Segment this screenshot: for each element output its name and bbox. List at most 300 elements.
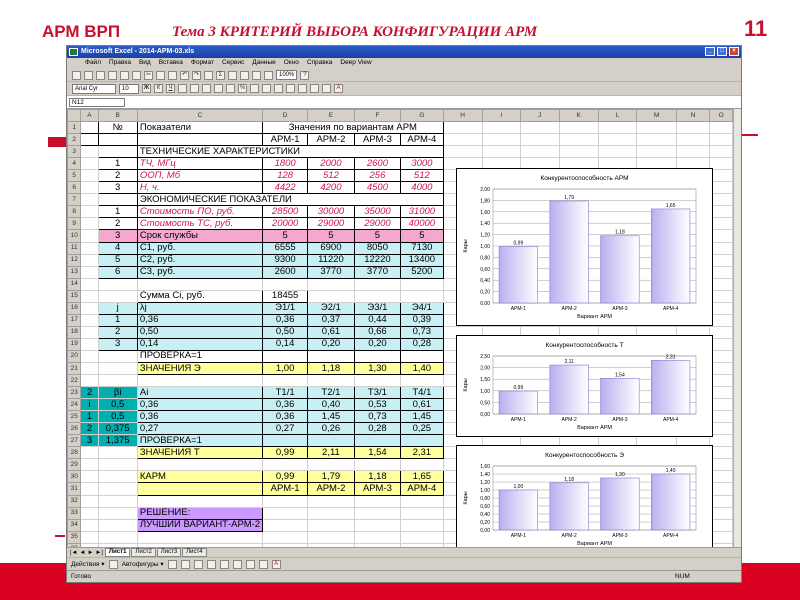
row-header[interactable]: 23: [68, 387, 81, 399]
cell-b-18[interactable]: 2: [98, 326, 137, 338]
cell-d-26[interactable]: 0,27: [263, 423, 308, 435]
cell-e-14[interactable]: [308, 278, 355, 290]
cell-a-32[interactable]: [81, 495, 98, 507]
cell-g-27[interactable]: [401, 435, 443, 447]
drawing-icon[interactable]: [264, 71, 273, 80]
row-header[interactable]: 32: [68, 495, 81, 507]
cell-c-34[interactable]: ЛУЧШИЙ ВАРИАНТ-АРМ-2: [137, 519, 262, 531]
empty-cell[interactable]: [710, 230, 733, 242]
row-header[interactable]: 10: [68, 230, 81, 242]
cell-c-10[interactable]: Срок службы: [137, 230, 262, 242]
cell-f-19[interactable]: 0,20: [354, 338, 401, 350]
maximize-icon[interactable]: □: [717, 47, 727, 56]
decrease-indent-icon[interactable]: [286, 84, 295, 93]
cell-b-11[interactable]: 4: [98, 242, 137, 254]
minimize-icon[interactable]: _: [705, 47, 715, 56]
cell-e-6[interactable]: 4200: [308, 182, 355, 194]
increase-indent-icon[interactable]: [298, 84, 307, 93]
paste-icon[interactable]: [168, 71, 177, 80]
autosum-icon[interactable]: Σ: [216, 71, 225, 80]
cell-d-9[interactable]: 20000: [263, 218, 308, 230]
cell-f-14[interactable]: [354, 278, 401, 290]
empty-cell[interactable]: [443, 134, 482, 146]
column-header[interactable]: E: [308, 110, 355, 122]
cell-f-9[interactable]: 29000: [354, 218, 401, 230]
menu-item[interactable]: Справка: [306, 59, 333, 66]
row-header[interactable]: 24: [68, 399, 81, 411]
cell-f-2[interactable]: АРМ-3: [354, 134, 401, 146]
cell-a-24[interactable]: i: [81, 399, 98, 411]
cell-e-35[interactable]: [308, 531, 355, 543]
line-icon[interactable]: [168, 560, 177, 569]
undo-icon[interactable]: ↶: [181, 71, 188, 78]
thousands-icon[interactable]: [250, 84, 259, 93]
cell-d-21[interactable]: 1,00: [263, 362, 308, 374]
cell-g-30[interactable]: 1,65: [401, 471, 443, 483]
select-all-corner[interactable]: [68, 110, 81, 122]
cell-f-33[interactable]: [354, 507, 401, 519]
save-icon[interactable]: [96, 71, 105, 80]
row-header[interactable]: 2: [68, 134, 81, 146]
cell-a-35[interactable]: [81, 531, 98, 543]
cell-b-6[interactable]: 3: [98, 182, 137, 194]
cell-a-20[interactable]: [81, 350, 98, 362]
empty-cell[interactable]: [676, 122, 710, 134]
row-header[interactable]: 12: [68, 254, 81, 266]
column-header[interactable]: D: [263, 110, 308, 122]
tab-scroll-prev-icon[interactable]: ◄: [79, 549, 86, 556]
cell-g-16[interactable]: Э4/1: [401, 302, 443, 314]
rectangle-icon[interactable]: [194, 560, 203, 569]
sheet-tab[interactable]: Лист4: [182, 548, 206, 557]
align-center-icon[interactable]: [190, 84, 199, 93]
cell-d-23[interactable]: Т1/1: [263, 387, 308, 399]
cell-a-28[interactable]: [81, 447, 98, 459]
cell-d-5[interactable]: 128: [263, 170, 308, 182]
fill-bucket-icon[interactable]: [246, 560, 255, 569]
row-header[interactable]: 4: [68, 158, 81, 170]
cell-b-16[interactable]: j: [98, 302, 137, 314]
cell-b-13[interactable]: 6: [98, 266, 137, 278]
cell-d-25[interactable]: 0,36: [263, 411, 308, 423]
empty-cell[interactable]: [710, 447, 733, 459]
column-header[interactable]: H: [443, 110, 482, 122]
cell-a-3[interactable]: [81, 146, 98, 158]
row-header[interactable]: 21: [68, 362, 81, 374]
row-header[interactable]: 13: [68, 266, 81, 278]
cell-e-9[interactable]: 29000: [308, 218, 355, 230]
cell-c-1[interactable]: Показатели: [137, 122, 262, 134]
row-header[interactable]: 26: [68, 423, 81, 435]
align-right-icon[interactable]: [202, 84, 211, 93]
menu-item[interactable]: Правка: [108, 59, 131, 66]
empty-cell[interactable]: [710, 459, 733, 471]
cell-a-2[interactable]: [81, 134, 98, 146]
cell-d-15[interactable]: 18455: [263, 290, 308, 302]
cell-a-23[interactable]: 2: [81, 387, 98, 399]
cell-d-19[interactable]: 0,14: [263, 338, 308, 350]
empty-cell[interactable]: [710, 170, 733, 182]
cell-a-15[interactable]: [81, 290, 98, 302]
cell-a-8[interactable]: [81, 206, 98, 218]
cell-f-18[interactable]: 0,66: [354, 326, 401, 338]
cell-g-11[interactable]: 7130: [401, 242, 443, 254]
cell-e-27[interactable]: [308, 435, 355, 447]
cell-d-13[interactable]: 2600: [263, 266, 308, 278]
empty-cell[interactable]: [710, 519, 733, 531]
empty-cell[interactable]: [520, 134, 559, 146]
help-icon[interactable]: ?: [300, 71, 309, 80]
empty-cell[interactable]: [710, 158, 733, 170]
empty-cell[interactable]: [637, 122, 676, 134]
cell-c-7[interactable]: ЭКОНОМИЧЕСКИЕ ПОКАЗАТЕЛИ: [137, 194, 443, 206]
cell-a-18[interactable]: [81, 326, 98, 338]
borders-icon[interactable]: [310, 84, 319, 93]
cell-e-13[interactable]: 3770: [308, 266, 355, 278]
spelling-icon[interactable]: [132, 71, 141, 80]
empty-cell[interactable]: [676, 146, 710, 158]
empty-cell[interactable]: [443, 146, 482, 158]
cell-g-25[interactable]: 1,45: [401, 411, 443, 423]
cell-b-31[interactable]: [98, 483, 137, 495]
empty-cell[interactable]: [710, 182, 733, 194]
cell-c-13[interactable]: С3, руб.: [137, 266, 262, 278]
row-header[interactable]: 27: [68, 435, 81, 447]
empty-cell[interactable]: [710, 326, 733, 338]
cell-e-12[interactable]: 11220: [308, 254, 355, 266]
cell-c-30[interactable]: КАРМ: [137, 471, 262, 483]
percent-icon[interactable]: %: [239, 85, 246, 91]
cell-e-18[interactable]: 0,61: [308, 326, 355, 338]
empty-cell[interactable]: [710, 134, 733, 146]
cell-a-7[interactable]: [81, 194, 98, 206]
cell-d-22[interactable]: [263, 375, 308, 387]
empty-cell[interactable]: [710, 302, 733, 314]
cell-f-6[interactable]: 4500: [354, 182, 401, 194]
cell-f-13[interactable]: 3770: [354, 266, 401, 278]
cell-c-12[interactable]: С2, руб.: [137, 254, 262, 266]
empty-cell[interactable]: [710, 471, 733, 483]
cell-g-6[interactable]: 4000: [401, 182, 443, 194]
cell-f-15[interactable]: [354, 290, 401, 302]
cell-b-4[interactable]: 1: [98, 158, 137, 170]
cell-b-1[interactable]: №: [98, 122, 137, 134]
cell-f-16[interactable]: Э3/1: [354, 302, 401, 314]
cell-b-17[interactable]: 1: [98, 314, 137, 326]
cell-c-32[interactable]: [137, 495, 262, 507]
preview-icon[interactable]: [120, 71, 129, 80]
empty-cell[interactable]: [710, 146, 733, 158]
row-header[interactable]: 8: [68, 206, 81, 218]
cell-c-17[interactable]: 0,36: [137, 314, 262, 326]
menu-item[interactable]: Файл: [85, 59, 101, 66]
row-header[interactable]: 9: [68, 218, 81, 230]
cell-e-34[interactable]: [308, 519, 355, 531]
empty-cell[interactable]: [710, 483, 733, 495]
cell-g-10[interactable]: 5: [401, 230, 443, 242]
cell-d-30[interactable]: 0,99: [263, 471, 308, 483]
copy-icon[interactable]: [156, 71, 165, 80]
cell-a-29[interactable]: [81, 459, 98, 471]
row-header[interactable]: 14: [68, 278, 81, 290]
cell-a-12[interactable]: [81, 254, 98, 266]
cell-c-20[interactable]: ПРОВЕРКА=1: [137, 350, 262, 362]
cell-b-34[interactable]: [98, 519, 137, 531]
redo-icon[interactable]: ↷: [193, 71, 200, 78]
cell-e-15[interactable]: [308, 290, 355, 302]
row-header[interactable]: 20: [68, 350, 81, 362]
chart-2[interactable]: [456, 335, 713, 437]
cell-e-24[interactable]: 0,40: [308, 399, 355, 411]
cell-c-22[interactable]: [137, 375, 262, 387]
column-header[interactable]: A: [81, 110, 98, 122]
cell-a-5[interactable]: [81, 170, 98, 182]
merge-center-icon[interactable]: [214, 84, 223, 93]
empty-cell[interactable]: [710, 254, 733, 266]
cell-d-2[interactable]: АРМ-1: [263, 134, 308, 146]
cell-b-27[interactable]: 1,375: [98, 435, 137, 447]
print-icon[interactable]: [108, 71, 117, 80]
cell-c-14[interactable]: [137, 278, 262, 290]
row-header[interactable]: 18: [68, 326, 81, 338]
cell-e-29[interactable]: [308, 459, 355, 471]
cell-d-27[interactable]: [263, 435, 308, 447]
cell-e-23[interactable]: Т2/1: [308, 387, 355, 399]
row-header[interactable]: 19: [68, 338, 81, 350]
empty-cell[interactable]: [482, 134, 520, 146]
textbox-icon[interactable]: [220, 560, 229, 569]
cell-e-8[interactable]: 30000: [308, 206, 355, 218]
cell-b-10[interactable]: 3: [98, 230, 137, 242]
cell-e-19[interactable]: 0,20: [308, 338, 355, 350]
cell-e-22[interactable]: [308, 375, 355, 387]
cell-e-5[interactable]: 512: [308, 170, 355, 182]
cell-e-11[interactable]: 6900: [308, 242, 355, 254]
cell-g-28[interactable]: 2,31: [401, 447, 443, 459]
cell-f-10[interactable]: 5: [354, 230, 401, 242]
cut-icon[interactable]: ✂: [145, 71, 152, 78]
cell-e-32[interactable]: [308, 495, 355, 507]
hyperlink-icon[interactable]: [204, 71, 213, 80]
cell-a-30[interactable]: [81, 471, 98, 483]
cell-e-2[interactable]: АРМ-2: [308, 134, 355, 146]
empty-cell[interactable]: [710, 350, 733, 362]
cell-d-33[interactable]: [263, 507, 308, 519]
cell-e-31[interactable]: АРМ-2: [308, 483, 355, 495]
empty-cell[interactable]: [710, 375, 733, 387]
cell-d-16[interactable]: Э1/1: [263, 302, 308, 314]
sort-asc-icon[interactable]: [228, 71, 237, 80]
cell-f-32[interactable]: [354, 495, 401, 507]
name-box[interactable]: N12: [69, 98, 125, 107]
menu-item[interactable]: Формат: [190, 59, 214, 66]
cell-g-35[interactable]: [401, 531, 443, 543]
cell-c-18[interactable]: 0,50: [137, 326, 262, 338]
cell-e-30[interactable]: 1,79: [308, 471, 355, 483]
empty-cell[interactable]: [637, 134, 676, 146]
increase-decimal-icon[interactable]: [262, 84, 271, 93]
cell-c-27[interactable]: ПРОВЕРКА=1: [137, 435, 262, 447]
row-header[interactable]: 30: [68, 471, 81, 483]
cell-d-32[interactable]: [263, 495, 308, 507]
cell-b-20[interactable]: [98, 350, 137, 362]
cell-g-22[interactable]: [401, 375, 443, 387]
empty-cell[interactable]: [710, 507, 733, 519]
oval-icon[interactable]: [207, 560, 216, 569]
cell-g-34[interactable]: [401, 519, 443, 531]
sheet-tab[interactable]: Лист1: [105, 548, 131, 557]
open-icon[interactable]: [84, 71, 93, 80]
empty-cell[interactable]: [710, 495, 733, 507]
chart-1[interactable]: [456, 168, 713, 326]
cell-g-17[interactable]: 0,39: [401, 314, 443, 326]
empty-cell[interactable]: [443, 122, 482, 134]
draw-actions-menu[interactable]: Действия ▾: [71, 561, 105, 568]
cell-f-21[interactable]: 1,30: [354, 362, 401, 374]
row-header[interactable]: 33: [68, 507, 81, 519]
menu-item[interactable]: Данные: [252, 59, 276, 66]
row-header[interactable]: 22: [68, 375, 81, 387]
cell-e-17[interactable]: 0,37: [308, 314, 355, 326]
cell-b-2[interactable]: [98, 134, 137, 146]
cell-g-4[interactable]: 3000: [401, 158, 443, 170]
empty-cell[interactable]: [710, 206, 733, 218]
empty-cell[interactable]: [598, 134, 637, 146]
row-header[interactable]: 7: [68, 194, 81, 206]
cell-g-13[interactable]: 5200: [401, 266, 443, 278]
cell-g-26[interactable]: 0,25: [401, 423, 443, 435]
sort-desc-icon[interactable]: [240, 71, 249, 80]
cell-e-16[interactable]: Э2/1: [308, 302, 355, 314]
cell-g-20[interactable]: [401, 350, 443, 362]
cell-c-23[interactable]: Ai: [137, 387, 262, 399]
cell-c-29[interactable]: [137, 459, 262, 471]
underline-icon[interactable]: Ч: [166, 84, 175, 93]
cell-f-28[interactable]: 1,54: [354, 447, 401, 459]
cell-a-17[interactable]: [81, 314, 98, 326]
empty-cell[interactable]: [710, 290, 733, 302]
cell-f-24[interactable]: 0,53: [354, 399, 401, 411]
empty-cell[interactable]: [710, 242, 733, 254]
row-header[interactable]: 34: [68, 519, 81, 531]
cell-c-25[interactable]: 0,36: [137, 411, 262, 423]
cell-b-35[interactable]: [98, 531, 137, 543]
cell-c-28[interactable]: ЗНАЧЕНИЯ Т: [137, 447, 262, 459]
row-header[interactable]: 31: [68, 483, 81, 495]
empty-cell[interactable]: [482, 122, 520, 134]
cell-c-6[interactable]: Н, ч.: [137, 182, 262, 194]
tab-scroll-last-icon[interactable]: ►|: [95, 549, 103, 556]
cell-b-26[interactable]: 0,375: [98, 423, 137, 435]
column-header[interactable]: C: [137, 110, 262, 122]
cell-f-5[interactable]: 256: [354, 170, 401, 182]
row-header[interactable]: 6: [68, 182, 81, 194]
cell-e-21[interactable]: 1,18: [308, 362, 355, 374]
cell-e-10[interactable]: 5: [308, 230, 355, 242]
cell-d-20[interactable]: [263, 350, 308, 362]
column-header[interactable]: I: [482, 110, 520, 122]
cell-f-31[interactable]: АРМ-3: [354, 483, 401, 495]
cell-d-35[interactable]: [263, 531, 308, 543]
cell-g-14[interactable]: [401, 278, 443, 290]
new-file-icon[interactable]: [72, 71, 81, 80]
cell-g-18[interactable]: 0,73: [401, 326, 443, 338]
row-header[interactable]: 11: [68, 242, 81, 254]
cell-f-34[interactable]: [354, 519, 401, 531]
row-header[interactable]: 15: [68, 290, 81, 302]
chart-3[interactable]: [456, 445, 713, 547]
cell-b-7[interactable]: [98, 194, 137, 206]
cell-f-4[interactable]: 2600: [354, 158, 401, 170]
column-header[interactable]: K: [559, 110, 598, 122]
cell-g-9[interactable]: 40000: [401, 218, 443, 230]
cell-f-25[interactable]: 0,73: [354, 411, 401, 423]
cell-f-27[interactable]: [354, 435, 401, 447]
cell-c-31[interactable]: [137, 483, 262, 495]
empty-cell[interactable]: [598, 146, 637, 158]
cell-c-2[interactable]: [137, 134, 262, 146]
cell-g-33[interactable]: [401, 507, 443, 519]
cell-b-12[interactable]: 5: [98, 254, 137, 266]
draw-font-color-icon[interactable]: A: [272, 560, 281, 569]
cell-d-24[interactable]: 0,36: [263, 399, 308, 411]
cell-g-32[interactable]: [401, 495, 443, 507]
empty-cell[interactable]: [710, 194, 733, 206]
cell-g-15[interactable]: [401, 290, 443, 302]
row-header[interactable]: 35: [68, 531, 81, 543]
cell-b-30[interactable]: [98, 471, 137, 483]
cell-b-24[interactable]: 0,5: [98, 399, 137, 411]
cell-c-5[interactable]: ООП, Мб: [137, 170, 262, 182]
cell-a-6[interactable]: [81, 182, 98, 194]
cell-c-26[interactable]: 0,27: [137, 423, 262, 435]
empty-cell[interactable]: [710, 387, 733, 399]
empty-cell[interactable]: [710, 278, 733, 290]
cell-f-23[interactable]: Т3/1: [354, 387, 401, 399]
cell-d-6[interactable]: 4422: [263, 182, 308, 194]
cell-d-4[interactable]: 1800: [263, 158, 308, 170]
cell-e-25[interactable]: 1,45: [308, 411, 355, 423]
cell-g-31[interactable]: АРМ-4: [401, 483, 443, 495]
cell-d-11[interactable]: 6555: [263, 242, 308, 254]
cell-b-21[interactable]: [98, 362, 137, 374]
column-header[interactable]: F: [354, 110, 401, 122]
empty-cell[interactable]: [710, 362, 733, 374]
cell-d-8[interactable]: 28500: [263, 206, 308, 218]
cell-c-11[interactable]: С1, руб.: [137, 242, 262, 254]
cell-a-22[interactable]: [81, 375, 98, 387]
cell-f-20[interactable]: [354, 350, 401, 362]
cell-g-5[interactable]: 512: [401, 170, 443, 182]
cell-d-18[interactable]: 0,50: [263, 326, 308, 338]
cell-g-29[interactable]: [401, 459, 443, 471]
cell-e-20[interactable]: [308, 350, 355, 362]
cell-g-24[interactable]: 0,61: [401, 399, 443, 411]
cell-b-28[interactable]: [98, 447, 137, 459]
vertical-scrollbar[interactable]: [733, 109, 741, 547]
empty-cell[interactable]: [710, 122, 733, 134]
row-header[interactable]: 28: [68, 447, 81, 459]
cell-g-23[interactable]: Т4/1: [401, 387, 443, 399]
cell-g-19[interactable]: 0,28: [401, 338, 443, 350]
column-header[interactable]: L: [598, 110, 637, 122]
cell-b-33[interactable]: [98, 507, 137, 519]
column-header[interactable]: J: [520, 110, 559, 122]
tab-scroll-first-icon[interactable]: |◄: [70, 549, 78, 556]
cell-f-12[interactable]: 12220: [354, 254, 401, 266]
column-header[interactable]: O: [710, 110, 733, 122]
wordart-icon[interactable]: [233, 560, 242, 569]
